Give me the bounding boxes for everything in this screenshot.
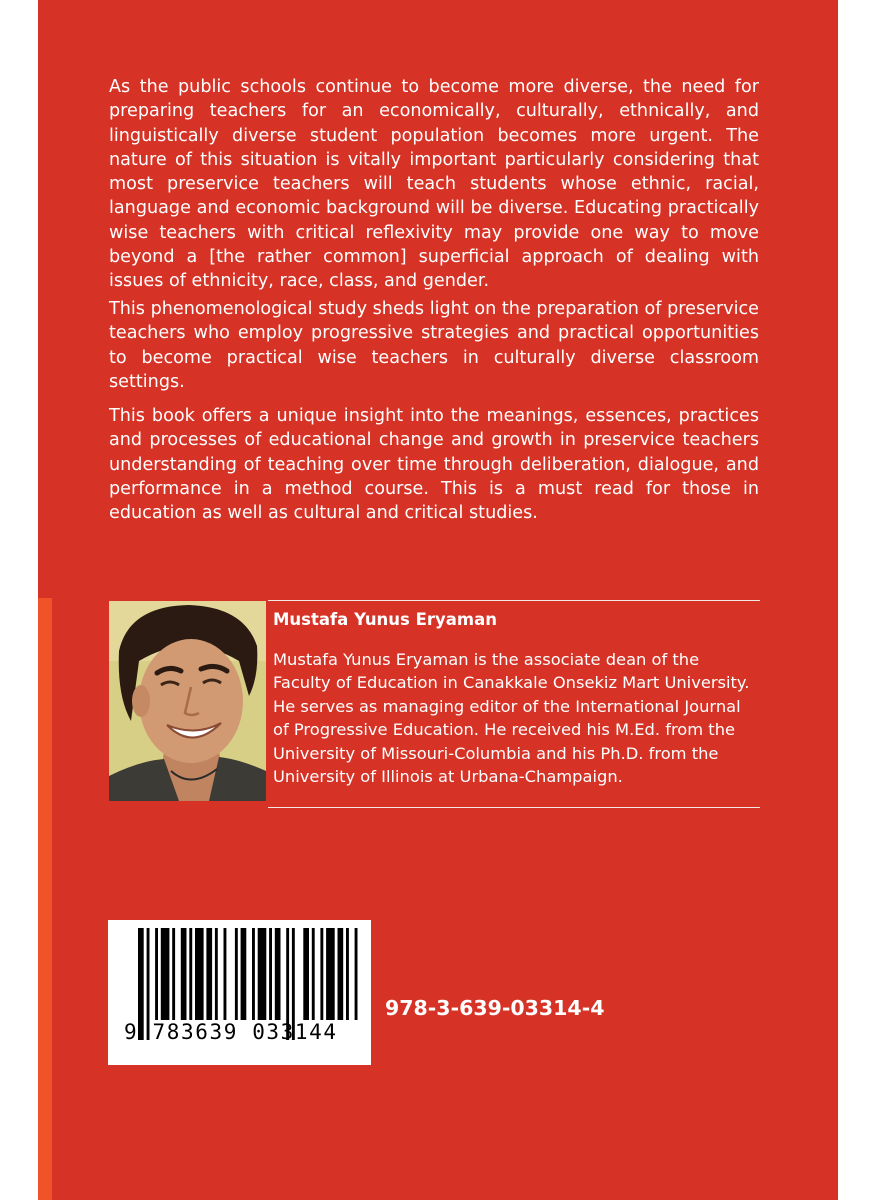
barcode-bar xyxy=(275,928,281,1020)
barcode-digits: 9 783639 033144 xyxy=(124,1020,338,1044)
barcode-bar xyxy=(303,928,309,1020)
author-bio: Mustafa Yunus Eryaman is the associate dean of the Faculty of Education in Canakkale Onsekiz Mart University. He serves as managing editor of the International Journal of Progressive Education. He received his M.Ed. from the University of Missouri-Columbia and his Ph.D. from the University of Illinois at Urbana-Champaign. xyxy=(273,650,750,787)
barcode-bar xyxy=(258,928,267,1020)
blurb-paragraph-3: This book offers a unique insight into the meanings, essences, practices and processes of educational change and growth in preservice teachers understanding of teaching over time through deliberation, dialogue, and performance in a method course. This is a must read for those in education as well as cultural and critical studies. xyxy=(109,406,759,524)
barcode-bar xyxy=(195,928,204,1020)
author-name: Mustafa Yunus Eryaman xyxy=(273,610,497,629)
barcode-bar xyxy=(252,928,255,1020)
barcode-bar xyxy=(338,928,344,1020)
isbn-number: 978-3-639-03314-4 xyxy=(385,996,605,1020)
barcode-bar xyxy=(215,928,218,1020)
barcode-bar xyxy=(189,928,192,1020)
barcode-bar xyxy=(241,928,247,1020)
barcode-bar xyxy=(155,928,158,1020)
author-portrait-illustration xyxy=(109,601,266,801)
barcode-bar xyxy=(181,928,187,1020)
barcode-bar xyxy=(269,928,272,1020)
barcode-bar xyxy=(326,928,335,1020)
author-photo xyxy=(109,601,266,801)
spine-strip xyxy=(38,598,52,1200)
author-top-rule xyxy=(268,600,760,601)
barcode-bar xyxy=(235,928,238,1020)
blurb-paragraph-2: This phenomenological study sheds light on the preparation of preservice teachers who employ progressive strategies and practical opportunities to become practical wise teachers in culturally diverse classroom settings. xyxy=(109,299,759,392)
blurb-paragraph-1: As the public schools continue to become more diverse, the need for preparing teachers for an economically, culturally, ethnically, and linguistically diverse student population becomes more urgent. The nature of this situation is vitally important particularly considering that most preservice teachers will teach students whose ethnic, racial, language and economic background will be diverse. Educating practically wise teachers with critical reflexivity may provide one way to move beyond a [the rather common] superficial approach of dealing with issues of ethnicity, race, class, and gender. xyxy=(109,77,759,292)
barcode-bar xyxy=(355,928,358,1020)
barcode-bar xyxy=(161,928,170,1020)
barcode-bar xyxy=(320,928,323,1020)
barcode-bar xyxy=(172,928,175,1020)
barcode-bar xyxy=(346,928,349,1020)
barcode-bar xyxy=(312,928,315,1020)
barcode-bar xyxy=(206,928,212,1020)
author-bottom-rule xyxy=(268,807,760,808)
barcode xyxy=(108,920,371,1065)
barcode-bar xyxy=(224,928,227,1020)
